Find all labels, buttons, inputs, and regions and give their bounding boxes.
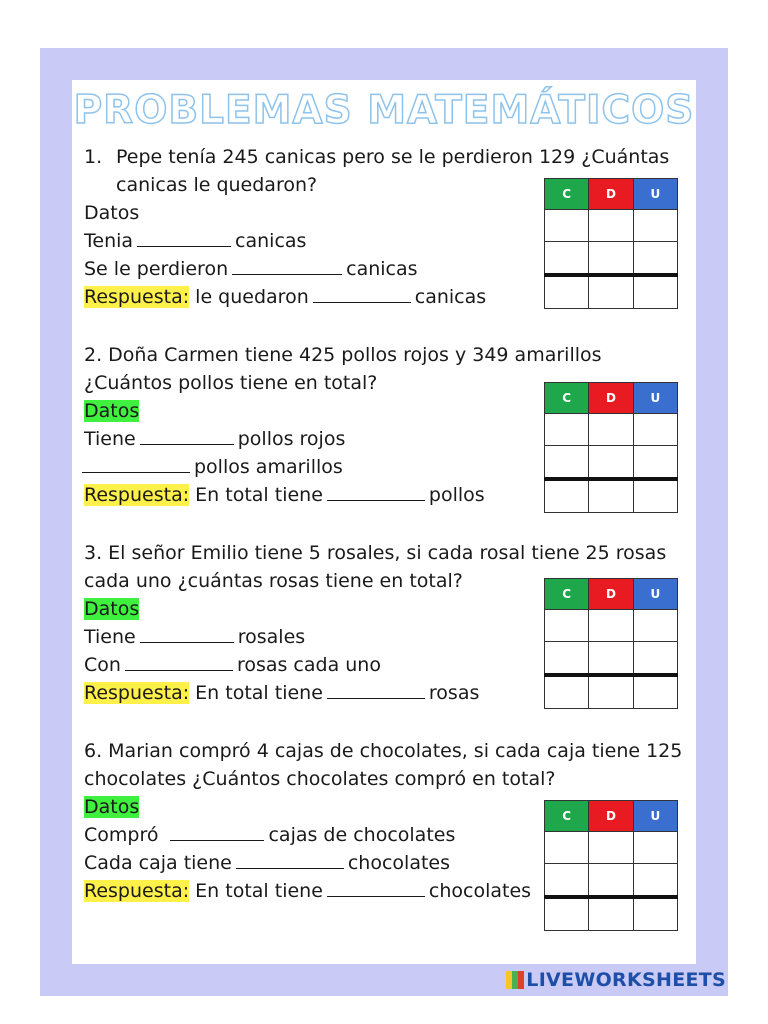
grid-cell[interactable]	[545, 610, 589, 642]
grid-cell[interactable]	[545, 832, 589, 864]
grid-header-u: U	[633, 579, 677, 610]
answer-blank[interactable]	[327, 486, 425, 501]
grid-cell[interactable]	[545, 864, 589, 898]
grid-header-c: C	[545, 579, 589, 610]
grid-header-d: D	[589, 179, 633, 210]
data-line: Tiene rosales	[84, 626, 306, 648]
grid-header-d: D	[589, 801, 633, 832]
grid-cell[interactable]	[589, 210, 633, 242]
question-line: ¿Cuántos pollos tiene en total?	[84, 372, 378, 394]
grid-cell[interactable]	[633, 675, 677, 709]
place-value-grid	[544, 578, 678, 709]
respuesta-label: Respuesta:	[84, 484, 190, 506]
grid-cell[interactable]	[545, 275, 589, 309]
grid-cell[interactable]	[633, 242, 677, 276]
answer-line: Respuesta: En total tiene pollos	[84, 484, 485, 506]
page-title: PROBLEMAS MATEMÁTICOS	[73, 88, 695, 133]
grid-cell[interactable]	[633, 610, 677, 642]
grid-header-d: D	[589, 383, 633, 414]
data-line: Tenia canicas	[84, 230, 307, 252]
question-line: 2. Doña Carmen tiene 425 pollos rojos y 349 amarillos	[84, 344, 602, 366]
grid-cell[interactable]	[589, 675, 633, 709]
data-line: Con rosas cada uno	[84, 654, 381, 676]
grid-header-u: U	[633, 179, 677, 210]
answer-blank[interactable]	[232, 260, 342, 275]
question-line: cada uno ¿cuántas rosas tiene en total?	[84, 570, 463, 592]
grid-cell[interactable]	[545, 897, 589, 931]
grid-cell[interactable]	[633, 414, 677, 446]
data-line: Compró cajas de chocolates	[84, 824, 456, 846]
question-line: canicas le quedaron?	[116, 174, 318, 196]
grid-cell[interactable]	[633, 832, 677, 864]
question-line: 6. Marian compró 4 cajas de chocolates, si cada caja tiene 125	[84, 740, 683, 762]
grid-cell[interactable]	[589, 864, 633, 898]
grid-cell[interactable]	[589, 832, 633, 864]
grid-cell[interactable]	[589, 242, 633, 276]
grid-cell[interactable]	[545, 675, 589, 709]
place-value-grid	[544, 382, 678, 513]
respuesta-label: Respuesta:	[84, 286, 190, 308]
answer-blank[interactable]	[313, 288, 411, 303]
grid-cell[interactable]	[545, 242, 589, 276]
respuesta-label: Respuesta:	[84, 682, 190, 704]
problem-number: 1.	[84, 146, 103, 168]
answer-blank[interactable]	[170, 826, 264, 841]
answer-blank[interactable]	[140, 628, 234, 643]
datos-label: Datos	[84, 796, 140, 818]
grid-cell[interactable]	[589, 479, 633, 513]
grid-header-u: U	[633, 383, 677, 414]
grid-cell[interactable]	[545, 479, 589, 513]
place-value-grid	[544, 178, 678, 309]
grid-cell[interactable]	[633, 479, 677, 513]
data-line: Cada caja tiene chocolates	[84, 852, 451, 874]
grid-cell[interactable]	[633, 642, 677, 676]
answer-blank[interactable]	[82, 458, 190, 473]
worksheet	[72, 80, 696, 964]
grid-cell[interactable]	[545, 642, 589, 676]
grid-header-c: C	[545, 383, 589, 414]
grid-header-d: D	[589, 579, 633, 610]
grid-cell[interactable]	[589, 414, 633, 446]
question-line: 1. Pepe tenía 245 canicas pero se le perdieron 129 ¿Cuántas	[84, 146, 670, 168]
answer-blank[interactable]	[327, 684, 425, 699]
grid-cell[interactable]	[589, 642, 633, 676]
answer-blank[interactable]	[236, 854, 344, 869]
grid-header-c: C	[545, 179, 589, 210]
datos-label: Datos	[84, 202, 140, 224]
grid-header-u: U	[633, 801, 677, 832]
grid-cell[interactable]	[589, 446, 633, 480]
grid-cell[interactable]	[589, 897, 633, 931]
grid-cell[interactable]	[589, 275, 633, 309]
grid-cell[interactable]	[633, 864, 677, 898]
grid-cell[interactable]	[545, 414, 589, 446]
grid-cell[interactable]	[633, 210, 677, 242]
data-line: Tiene pollos rojos	[84, 428, 346, 450]
grid-cell[interactable]	[633, 897, 677, 931]
question-line: 3. El señor Emilio tiene 5 rosales, si cada rosal tiene 25 rosas	[84, 542, 667, 564]
answer-blank[interactable]	[140, 430, 234, 445]
grid-cell[interactable]	[589, 610, 633, 642]
place-value-grid	[544, 800, 678, 931]
data-line: Se le perdieron canicas	[84, 258, 418, 280]
question-line: chocolates ¿Cuántos chocolates compró en total?	[84, 768, 556, 790]
grid-header-c: C	[545, 801, 589, 832]
liveworksheets-logo-icon	[506, 971, 524, 989]
liveworksheets-logo: LIVEWORKSHEETS	[506, 964, 726, 996]
datos-label: Datos	[84, 598, 140, 620]
datos-label: Datos	[84, 400, 140, 422]
answer-line: Respuesta: En total tiene chocolates	[84, 880, 532, 902]
grid-cell[interactable]	[633, 275, 677, 309]
answer-line: Respuesta: le quedaron canicas	[84, 286, 487, 308]
respuesta-label: Respuesta:	[84, 880, 190, 902]
answer-blank[interactable]	[125, 656, 233, 671]
answer-blank[interactable]	[327, 882, 425, 897]
answer-blank[interactable]	[137, 232, 231, 247]
answer-line: Respuesta: En total tiene rosas	[84, 682, 480, 704]
grid-cell[interactable]	[633, 446, 677, 480]
grid-cell[interactable]	[545, 210, 589, 242]
grid-cell[interactable]	[545, 446, 589, 480]
data-line: pollos amarillos	[82, 454, 343, 480]
